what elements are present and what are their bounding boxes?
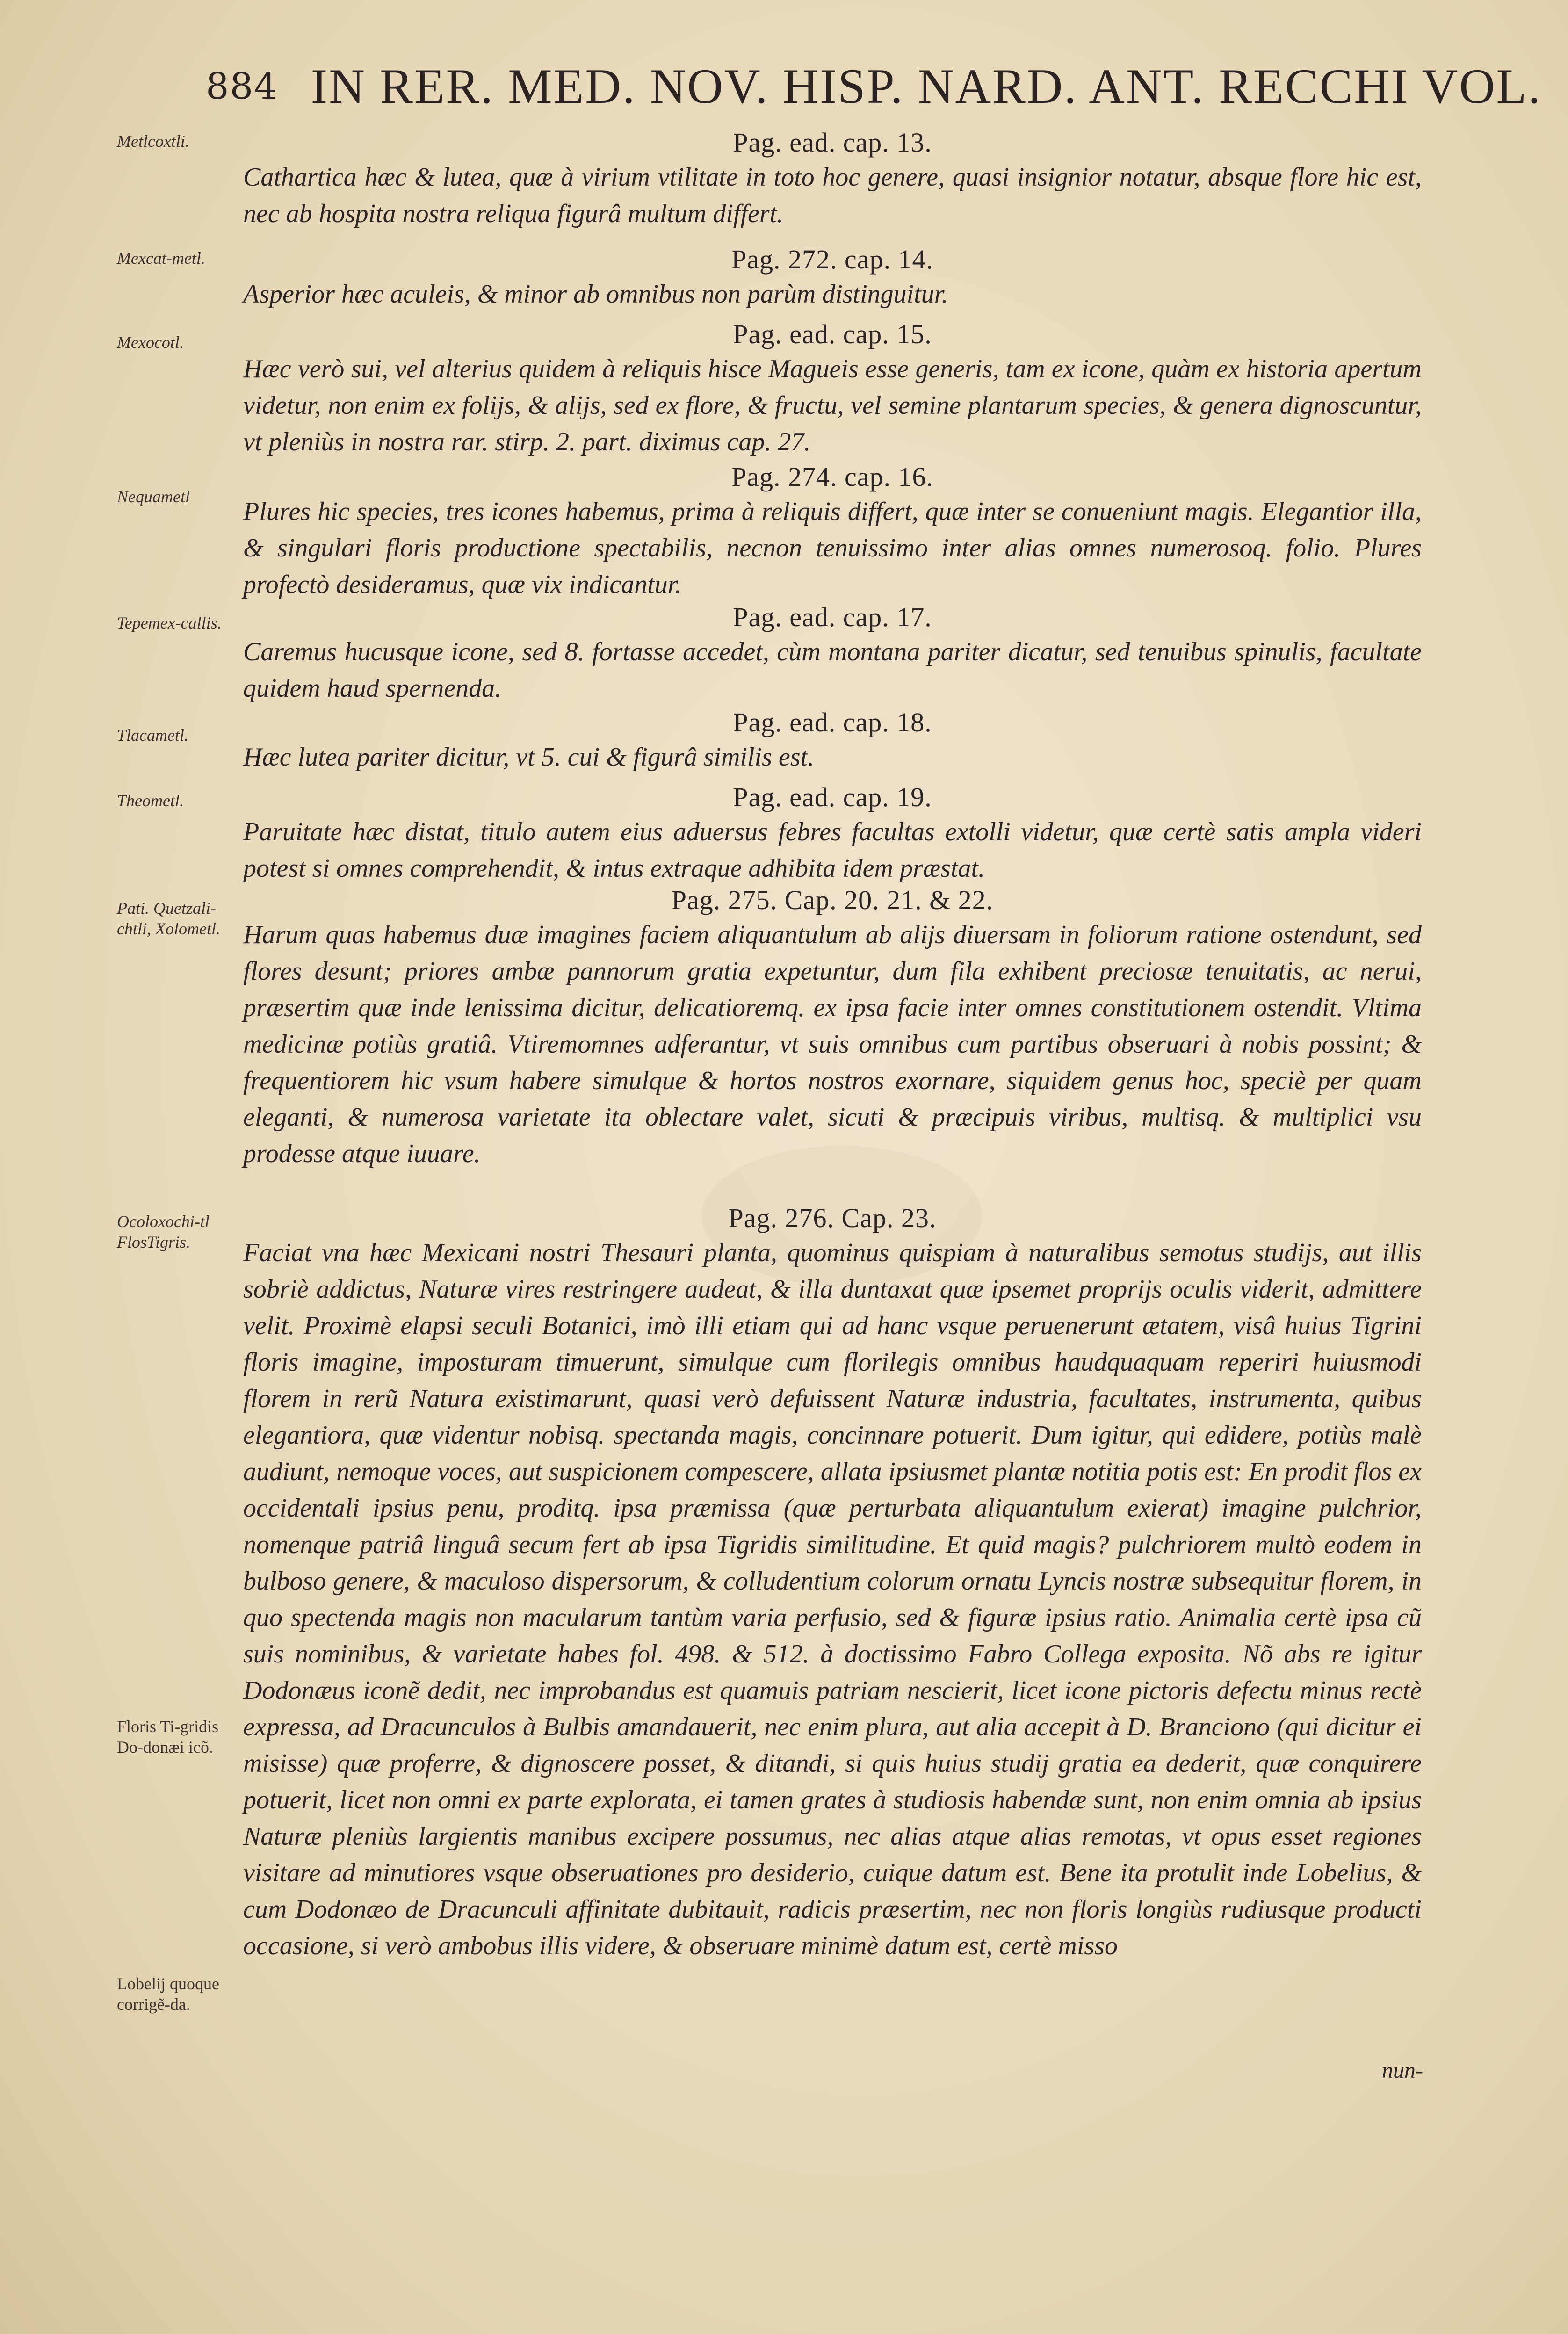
chapter-reference: Pag. ead. cap. 13. [733,127,932,158]
chapter-section [243,126,1422,232]
margin-note: Floris Ti-gridis Do-donæi icõ. [117,1717,219,1756]
margin-note: Mexcat-metl. [117,249,205,267]
margin-note: Mexocotl. [117,333,184,352]
margin-note: Metlcoxtli. [117,132,189,151]
chapter-section [243,884,1422,1172]
chapter-reference: Pag. ead. cap. 18. [733,707,932,737]
chapter-text: Harum quas habemus duæ imagines faciem aliquantulum ab alijs diuersam in foliorum ratione ostendunt, sed flores desunt; priores ambæ pannorum gratia expetuntur, dum fila exhibent preciosæ tenuitatis, ac nerui, præsertim quæ inde lenissima dicitur, delicatioremq. ex ipsa facie inter omnes constitutionem ostendit. Vltima medicinæ potiùs gratiâ. Vtiremomnes adferantur, vt suis omnibus cum partibus obseruari à nobis possint; & frequentiorem hic vsum habere simulque & hortos nostros exornare, siquidem genus hoc, speciè per quam eleganti, & numerosa varietate ita oblectare valet, sicuti & præcipuis viribus, multisq. & multiplici vsu prodesse atque iuuare. [243,920,1422,1168]
chapter-reference: Pag. 274. cap. 16. [731,462,933,492]
chapter-text: Hæc lutea pariter dicitur, vt 5. cui & figurâ similis est. [243,743,815,772]
chapter-reference: Pag. 272. cap. 14. [731,244,933,275]
chapter-text: Paruitate hæc distat, titulo autem eius aduersus febres facultas extolli videtur, quæ certè satis ampla videri potest si omnes comprehendit, & intus extraque adhibita idem præstat. [243,817,1422,883]
margin-notes-column [117,126,238,2277]
chapter-text: Asperior hæc aculeis, & minor ab omnibus non parùm distinguitur. [243,280,948,309]
margin-note: Tlacametl. [117,726,188,744]
chapter-text: Cathartica hæc & lutea, quæ à virium vtilitate in toto hoc genere, quasi insignior notatur, absque flore hic est, nec ab hospita nostra reliqua figurâ multum differt. [243,163,1422,228]
margin-note: Nequametl [117,487,190,506]
chapter-reference: Pag. 275. Cap. 20. 21. & 22. [671,885,994,915]
margin-note: Pati. Quetzali-chtli, Xolometl. [117,899,220,938]
margin-note: Lobelij quoque corrigẽ-da. [117,1974,219,2014]
running-title: IN RER. MED. NOV. HISP. NARD. ANT. RECCHI VOL. [311,59,1542,114]
chapter-text: Plures hic species, tres icones habemus, prima à reliquis differt, quæ inter se conueniunt magis. Elegantior illa, & singulari floris productione spectabilis, necnon tenuissimo inter alias omnes numerosoq. folio. Plures profectò desideramus, quæ vix indicantur. [243,497,1422,599]
catchword: nun- [1382,2058,1423,2083]
chapter-section [243,1202,1422,1964]
chapter-section [243,318,1422,460]
chapter-section [243,706,1422,775]
margin-note: Tepemex-callis. [117,614,222,632]
chapter-text: Caremus hucusque icone, sed 8. fortasse accedet, cùm montana pariter dicatur, sed tenuibus spinulis, facultate quidem haud spernenda. [243,637,1422,703]
main-text-column [243,126,1422,2207]
chapter-reference: Pag. ead. cap. 19. [733,782,932,812]
chapter-section [243,461,1422,603]
chapter-reference: Pag. ead. cap. 17. [733,602,932,632]
chapter-section [243,243,1422,312]
chapter-section [243,781,1422,887]
page-number: 884 [206,65,278,108]
margin-note: Ocoloxochi-tl FlosTigris. [117,1212,210,1251]
chapter-text: Faciat vna hæc Mexicani nostri Thesauri planta, quominus quispiam à naturalibus semotus studijs, aut illis sobriè addictus, Naturæ vires restringere audeat, & illa duntaxat quæ ipsemet proprijs oculis viderit, admittere velit. Proximè elapsi seculi Botanici, imò illi etiam qui ad hanc vsque peruenerunt ætatem, visâ huius Tigrini floris imagine, imposturam timuerunt, simulque cum florilegis omnibus haudquaquam reperiri huiusmodi florem in rerũ Natura existimarunt, quasi verò defuissent Naturæ industria, facultates, instrumenta, quibus elegantiora, quæ videntur nobisq. spectanda magis, concinnare potuerit. Dum igitur, qui edidere, potiùs malè audiunt, nemoque voces, aut suspicionem compescere, allata ipsiusmet plantæ notitia potis est: En prodit flos ex occidentali ipsius penu, proditq. ipsa præmissa (quæ perturbata aliquantulum exierat) imagine pulchrior, nomenque patriâ linguâ secum fert ab ipsa Tigridis similitudine. Et quid magis? pulchriorem multò eodem in bulboso genere, & maculoso dispersorum, & colludentium colorum ornatu Lyncis nostræ subsequitur florem, in quo spectenda magis non macularum tantùm varia perfusio, sed & figuræ ipsius ratio. Animalia certè ipsa cũ suis nominibus, & varietate habes fol. 498. & 512. à doctissimo Fabro Collega exposita. Nõ abs re igitur Dodonæus iconẽ dedit, nec improbandus est quamuis patriam nescierit, licet icone pictoris defectu minus rectè expressa, ad Dracunculos à Bulbis amandauerit, nec enim plura, aut alia accepit à D. Branciono (qui dicitur ei misisse) quæ proferre, & dignoscere posset, & ditandi, si quis huius studij gratia ea dederit, quæ conquirere potuerit, licet non omni ex parte explorata, ei tamen grates à studiosis habendæ sunt, non enim omnia ab ipsius Naturæ pleniùs largientis manibus excipere possumus, nec alias atque alias remotas, vt opus esset regiones visitare ad minutiores vsque obseruationes pro desiderio, cuique datum est. Bene ita protulit inde Lobelius, & cum Dodonæo de Dracunculi affinitate dubitauit, radicis præsertim, nec non floris longiùs rudiusque producti occasione, si verò ambobus illis videre, & obseruare minimè datum est, certè misso [243,1238,1422,1960]
page-header [206,51,1542,122]
chapter-text: Hæc verò sui, vel alterius quidem à reliquis hisce Magueis esse generis, tam ex icone, quàm ex historia apertum videtur, non enim ex folijs, & alijs, sed ex flore, & fructu, vel semine plantarum species, & genera dignoscuntur, vt pleniùs in nostra rar. stirp. 2. part. diximus cap. 27. [243,354,1422,456]
chapter-section [243,601,1422,707]
chapter-reference: Pag. ead. cap. 15. [733,319,932,349]
margin-note: Theometl. [117,791,184,810]
chapter-reference: Pag. 276. Cap. 23. [728,1203,937,1233]
